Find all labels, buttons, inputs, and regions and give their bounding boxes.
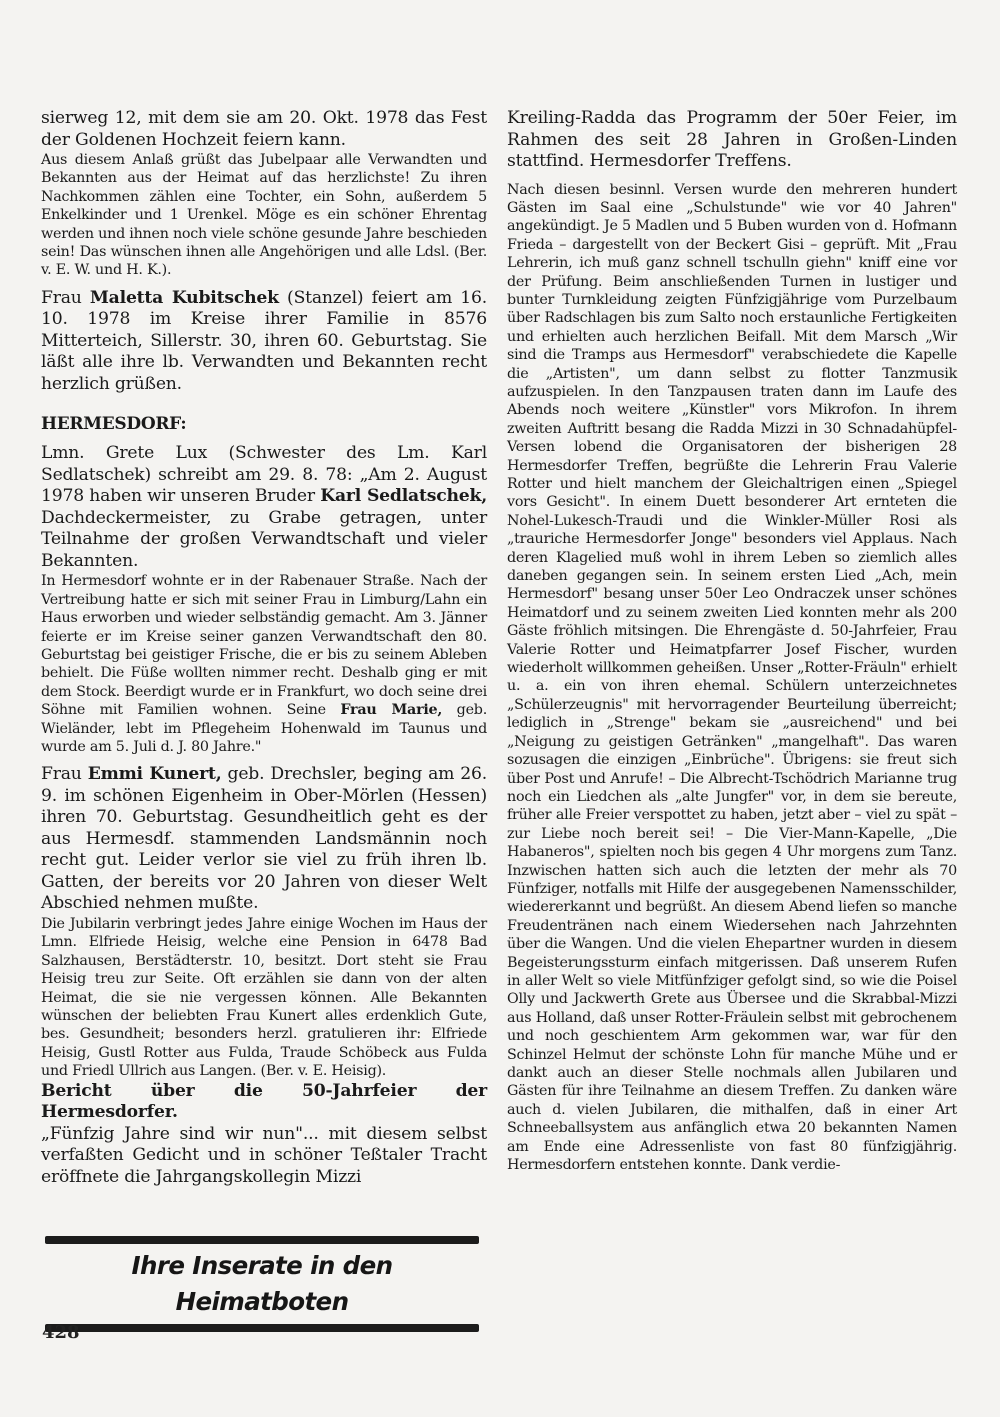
right-column xyxy=(507,108,957,1174)
golden-wedding-greeting: Aus diesem Anlaß grüßt das Jubelpaar alle Verwandten und Bekannten aus der Heimat auf das herzlichste! Zu ihren Nachkommen zählen eine Tochter, ein Sohn, außerdem 5 Enkelkinder und 1 Urenkel. Möge es ein schöner Ehrentag werden und ihnen noch viele schöne gesunde Jahre beschieden sein! Das wünschen ihnen alle Angehörigen und alle Ldsl. (Ber. v. E. W. und H. K.). xyxy=(41,152,487,279)
person-name: Maletta Kubitschek xyxy=(89,287,279,308)
page-number: 428 xyxy=(42,1322,80,1343)
sedlatschek-details: In Hermesdorf wohnte er in der Rabenauer Straße. Nach der Vertreibung hatte er sich mit seiner Frau in Limburg/Lahn ein Haus erworben und wieder selbständig gemacht. Am 3. Jänner feierte er im Kreise seiner ganzen Verwandtschaft den 80. Geburtstag bei geistiger Frische, die er bis zu seinem Ableben behielt. Die Füße wollten nimmer recht. Deshalb ging er mit dem Stock. Beerdigt wurde er in Frankfurt, wo doch seine drei Söhne mit Familien wohnen. Seine Frau Marie, geb. Wieländer, lebt im Pflegeheim Hohenwald im Taunus und wurde am 5. Juli d. J. 80 Jahre." xyxy=(41,573,487,755)
golden-wedding-intro: sierweg 12, mit dem sie am 20. Okt. 1978 das Fest der Goldenen Hochzeit feiern kann. xyxy=(41,108,487,150)
report-intro: „Fünfzig Jahre sind wir nun"... mit diesem selbst verfaßten Gedicht und in schöner Teßtaler Tracht eröffnete die Jahrgangskollegin Mizzi xyxy=(41,1123,487,1187)
report-continuation: Kreiling-Radda das Programm der 50er Feier, im Rahmen des seit 28 Jahren in Großen-Linden stattfind. Hermesdorfer Treffens. xyxy=(507,108,957,171)
kunert-details: Die Jubilarin verbringt jedes Jahre einige Wochen im Haus der Lmn. Elfriede Heisig, welche eine Pension in 6478 Bad Salzhausen, Berstädterstr. 10, besitzt. Dort steht sie Frau Heisig treu zur Seite. Oft erzählen sie dann von der alten Heimat, die sie nie vergessen können. Alle Bekannten wünschen der beliebten Frau Kunert alles erdenklich Gute, bes. Gesundheit; besonders herzl. gratulieren ihr: Elfriede Heisig, Gustl Rotter aus Fulda, Traude Schöbeck aus Fulda und Friedl Ullrich aus Langen. (Ber. v. E. Heisig). xyxy=(41,915,487,1080)
report-body: Nach diesen besinnl. Versen wurde den mehreren hundert Gästen im Saal eine „Schulstunde" wie vor 40 Jahren" angekündigt. Je 5 Madlen und 5 Buben wurden von d. Hofmann Frieda – dargestellt von der Beckert Gisi – geprüft. Mit „Frau Lehrerin, ich muß ganz schnell tschulln giehn" kniff eine vor der Prüfung. Beim anschließenden Turnen in lustiger und bunter Turnkleidung zeigten Fünfzigjährige vom Purzelbaum über Radschlagen bis zum Salto noch erstaunliche Fertigkeiten und erhielten auch herzlichen Beifall. Mit dem Marsch „Wir sind die Tramps aus Hermesdorf" verabschiedete die Kapelle die „Artisten", um dann selbst zu flotter Tanzmusik aufzuspielen. In den Tanzpausen traten dann im Laufe des Abends noch weitere „Künstler" vors Mikrofon. In ihrem zweiten Auftritt besang die Radda Mizzi in 30 Schnadahüpfel-Versen lobend die Organisatoren der bisherigen 28 Hermesdorfer Treffen, begrüßte die Lehrerin Frau Valerie Rotter und hielt manchem der Gleichaltrigen einen „Spiegel vors Gesicht". In einem Duett besonderer Art ernteten die Nohel-Lukesch-Traudi und die Winkler-Müller Rosi als „trauriche Hermesdorfer Jonge" besonders viel Applaus. Nach deren Klagelied muß wohl in ihrem Leben so ziemlich alles daneben gegangen sein. In seinem ersten Lied „Ach, mein Hermesdorf" besang unser 50er Leo Ondraczek unser schönes Heimatdorf und zu seinem zweiten Lied konnten mehr als 200 Gäste fröhlich mitsingen. Die Ehrengäste d. 50-Jahrfeier, Frau Valerie Rotter und Heimatpfarrer Josef Fischer, wurden wiederholt willkommen geheißen. Unser „Rotter-Fräuln" erhielt u. a. ein von ihren ehemal. Schülern unterzeichnetes „Schülerzeugnis" mit hervorragender Beurteilung überreicht; lediglich in „Strenge" bekam sie „ausreichend" und bei „Neigung zu geistigen Getränken" „mangelhaft". Das waren sozusagen die einzigen „Einbrüche". Übrigens: sie freut sich über Post und Anrufe! – Die Albrecht-Tschödrich Marianne trug noch ein Liedchen als „alte Jungfer" vor, in dem sie bereute, früher alle Freier verspottet zu haben, jetzt aber – viel zu spät – zur Liebe noch bereit sei! – Die Vier-Mann-Kapelle, „Die Habaneros", spielten noch bis gegen 4 Uhr morgens zum Tanz. Inzwischen hatten sich auch die letzten der mehr als 70 Fünfziger, notfalls mit Hilfe der ausgegebenen Namensschilder, wiedererkannt und begrüßt. An diesem Abend liefen so manche Freudentränen nach einem Wiedersehen nach Jahrzehnten über die Wangen. Und die vielen Ehepartner wurden in diesem Begeisterungssturm einfach mitgerissen. Daß unserem Rufen in aller Welt so viele Mitfünfziger gefolgt sind, so wie die Poisel Olly und Jackwerth Grete aus Übersee und die Skrabbal-Mizzi aus Holland, daß unser Rotter-Fräulein selbst mit gebrochenem und noch geschientem Arm gekommen war, war für den Schinzel Helmut der schönste Lohn für manche Mühe und er dankt auch an dieser Stelle nochmals allen Jubilaren und Gästen für ihre Teilnahme an diesem Treffen. Zu danken wäre auch d. vielen Jubilaren, die mithalfen, daß in einer Art Schneeballsystem aus anfänglich etwa 20 bekannten Namen am Ende eine Adressenliste von fast 80 fünfzigjährig. Hermesdorfern entstehen konnte. Dank verdie- xyxy=(507,181,957,1174)
kunert-birthday: Frau Emmi Kunert, geb. Drechsler, beging am 26. 9. im schönen Eigenheim in Ober-Mörlen (Hessen) ihren 70. Geburtstag. Gesundheitlich geht es der aus Hermesdf. stammenden Landsmännin noch recht gut. Leider verlor sie viel zu früh ihren lb. Gatten, der bereits vor 20 Jahren von dieser Welt Abschied nehmen mußte. xyxy=(41,764,487,914)
section-heading-hermesdorf: HERMESDORF: xyxy=(41,414,187,435)
sedlatschek-obituary: Lmn. Grete Lux (Schwester des Lm. Karl Sedlatschek) schreibt am 29. 8. 78: „Am 2. August 1978 haben wir unseren Bruder Karl Sedlatschek, Dachdeckermeister, zu Grabe getragen, unter Teilnahme der großen Verwandtschaft und vieler Bekannten. xyxy=(41,443,487,571)
person-name: Karl Sedlatschek, xyxy=(320,486,487,507)
banner-bottom-rule xyxy=(45,1324,479,1332)
advertisement-text: Ihre Inserate in den Heimatboten xyxy=(131,1251,393,1316)
person-name: Emmi Kunert, xyxy=(87,764,222,785)
advertisement-banner xyxy=(45,1236,479,1332)
person-name: Frau Marie, xyxy=(340,702,443,719)
kubitschek-birthday: Frau Maletta Kubitschek (Stanzel) feiert am 16. 10. 1978 im Kreise ihrer Familie in 8576 Mitterteich, Sillerstr. 30, ihren 60. Geburtstag. Sie läßt alle ihre lb. Verwandten und Bekannten recht herzlich grüßen. xyxy=(41,287,487,394)
left-column xyxy=(41,108,487,1188)
report-title: Bericht über die 50-Jahrfeier der Hermesdorfer. xyxy=(41,1080,487,1123)
banner-top-rule xyxy=(45,1236,479,1244)
